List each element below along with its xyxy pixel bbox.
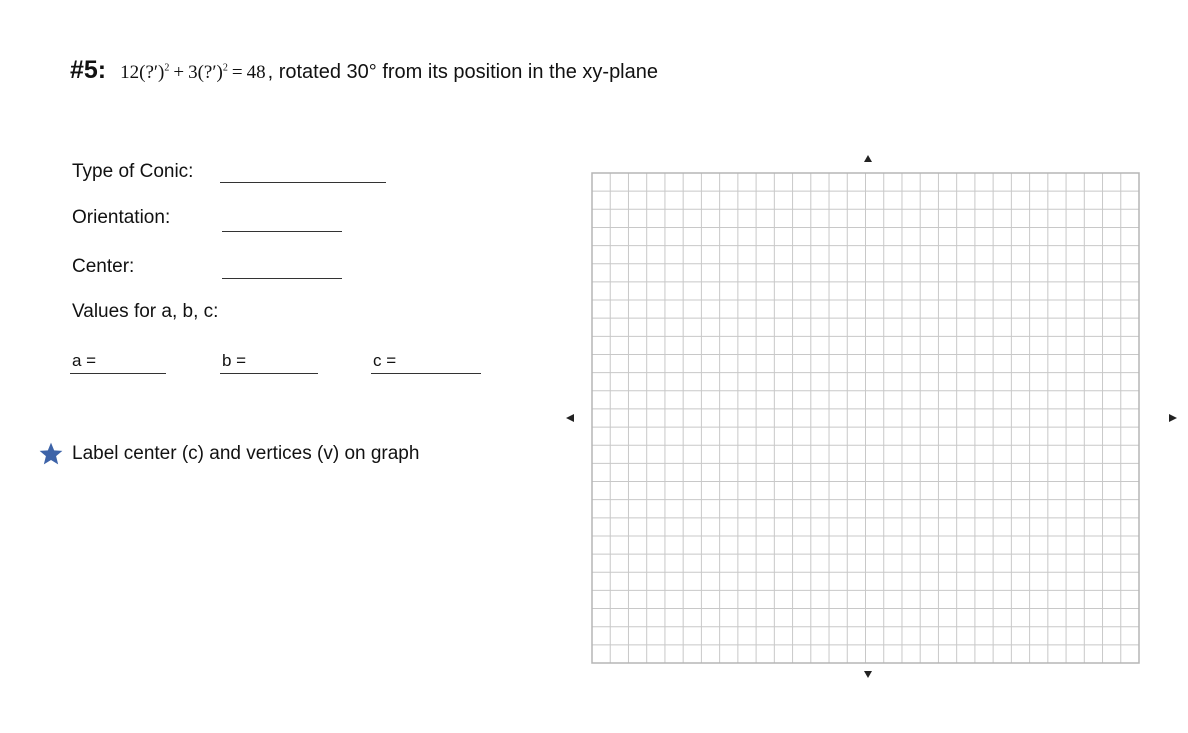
- instruction-note: Label center (c) and vertices (v) on graph: [72, 443, 420, 464]
- left-arrow-icon: [566, 414, 574, 422]
- center-label: Center:: [72, 256, 135, 277]
- center-blank[interactable]: [222, 278, 342, 279]
- orientation-label: Orientation:: [72, 207, 171, 228]
- grid-lines: [592, 173, 1139, 663]
- problem-statement: [70, 56, 658, 85]
- c-label: c =: [373, 351, 397, 370]
- problem-description: , rotated 30° from its position in the xy-plane: [267, 61, 658, 83]
- coefficient-2: 3: [188, 62, 198, 83]
- orientation-blank[interactable]: [222, 231, 342, 232]
- right-hand-side: 48: [246, 62, 266, 83]
- b-label: b =: [222, 351, 247, 370]
- a-blank[interactable]: [70, 373, 166, 374]
- exponent-1: 2: [164, 62, 170, 74]
- type-of-conic-label: Type of Conic:: [72, 161, 194, 182]
- c-blank[interactable]: [371, 373, 481, 374]
- plus-sign: +: [173, 62, 185, 83]
- problem-number: #5:: [70, 56, 107, 84]
- right-arrow-icon: [1169, 414, 1177, 422]
- up-arrow-icon: [864, 155, 872, 162]
- values-heading: Values for a, b, c:: [72, 301, 219, 322]
- down-arrow-icon: [864, 671, 872, 678]
- equals-sign: =: [231, 62, 243, 83]
- conic-equation: [120, 62, 265, 84]
- a-label: a =: [72, 351, 97, 370]
- star-icon: [38, 441, 64, 467]
- variable-2: (?′): [197, 62, 223, 83]
- exponent-2: 2: [222, 62, 228, 74]
- type-of-conic-blank[interactable]: [220, 182, 386, 183]
- coefficient-1: 12: [120, 62, 140, 83]
- coordinate-grid[interactable]: [560, 148, 1185, 688]
- variable-1: (?′): [139, 62, 165, 83]
- b-blank[interactable]: [220, 373, 318, 374]
